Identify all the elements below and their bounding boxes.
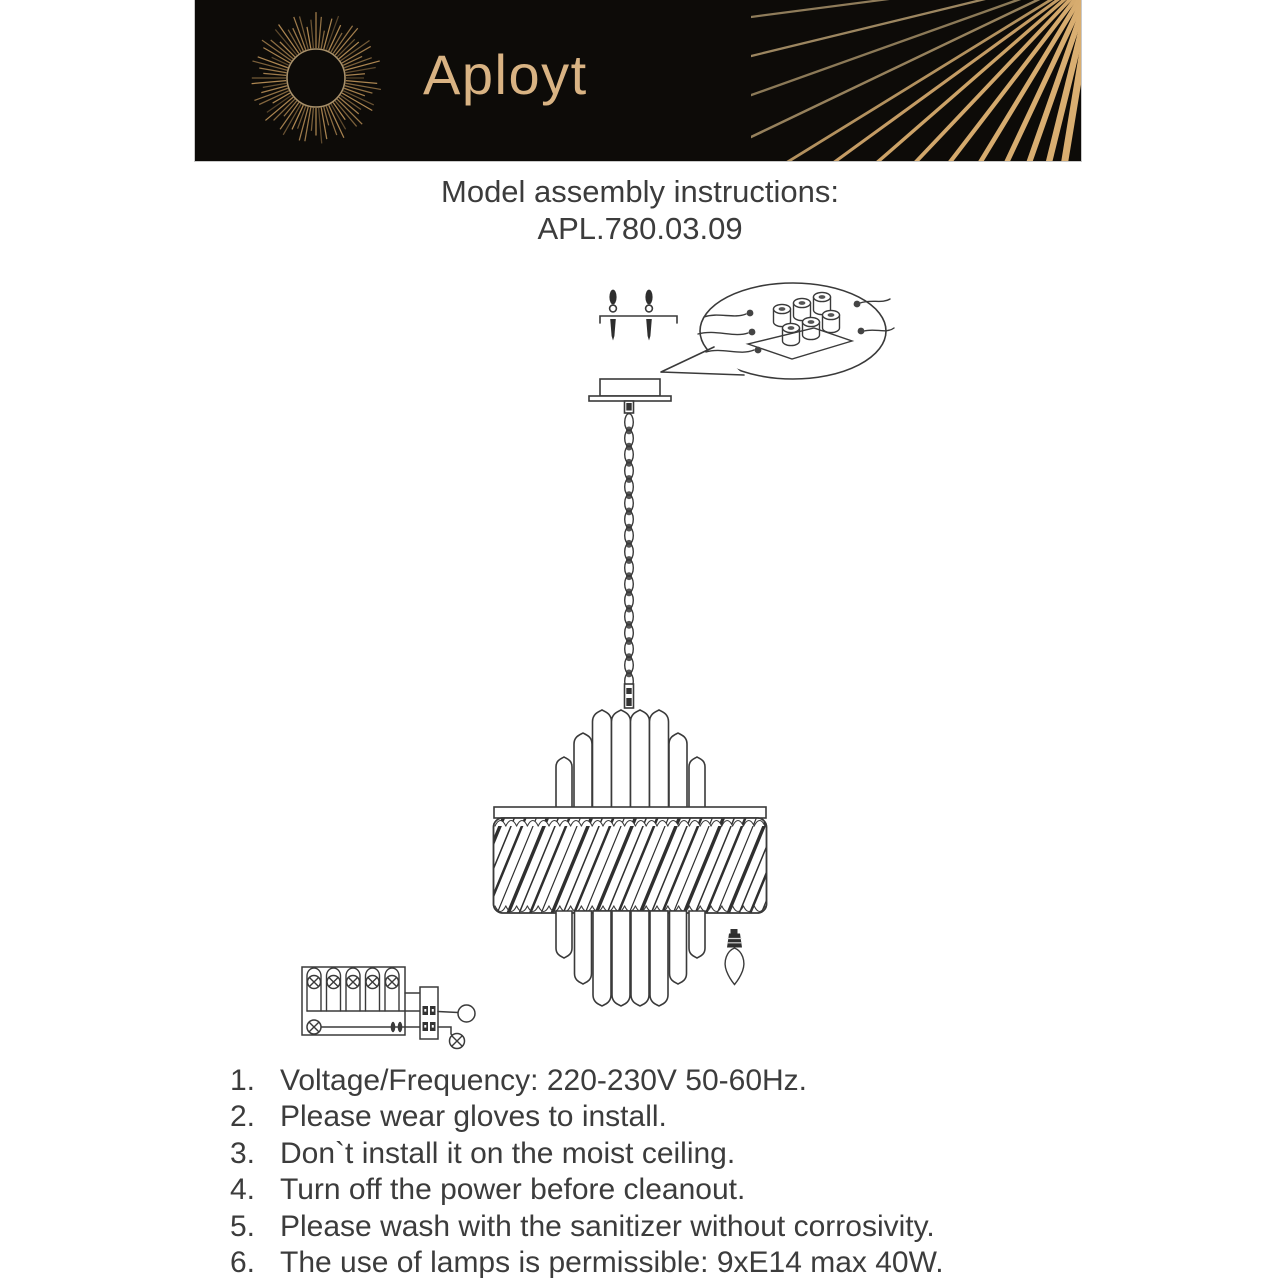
pleated-drum-shade	[452, 814, 813, 916]
list-item	[230, 1172, 944, 1208]
item-text: Voltage/Frequency: 220-230V 50-60Hz.	[280, 1064, 808, 1097]
suspension-chain-icon	[625, 414, 634, 693]
sunburst-logo-icon	[241, 3, 391, 153]
item-number: 3.	[230, 1136, 256, 1170]
list-item	[230, 1209, 944, 1245]
list-item	[230, 1245, 944, 1281]
instructions-list	[230, 1063, 944, 1281]
drum-top-plate	[494, 807, 766, 818]
page-title: Model assembly instructions:	[441, 174, 839, 209]
wiring-diagram	[302, 967, 475, 1049]
item-number: 5.	[230, 1209, 256, 1243]
chandelier-finial	[625, 684, 634, 708]
brand-banner	[194, 0, 1082, 162]
model-number: APL.780.03.09	[537, 211, 743, 246]
mounting-screws-icon	[600, 290, 677, 341]
item-text: Please wash with the sanitizer without corrosivity.	[280, 1209, 935, 1243]
item-number: 6.	[230, 1246, 256, 1280]
corner-rays-icon	[751, 0, 1081, 162]
terminal-block-callout	[661, 283, 894, 379]
item-text: Turn off the power before cleanout.	[280, 1173, 746, 1207]
list-item	[230, 1136, 944, 1172]
brand-name: Aployt	[423, 43, 588, 106]
item-number: 1.	[230, 1064, 256, 1097]
item-text: Please wear gloves to install.	[280, 1100, 667, 1134]
item-number: 2.	[230, 1100, 256, 1134]
title-block	[0, 173, 1280, 247]
list-item	[230, 1063, 944, 1099]
ceiling-canopy-icon	[589, 379, 671, 413]
item-text: The use of lamps is permissible: 9xE14 max 40W.	[280, 1246, 944, 1280]
item-text: Don`t install it on the moist ceiling.	[280, 1136, 736, 1170]
candle-bulb-icon	[725, 929, 744, 985]
upper-crystal-tiers	[556, 710, 705, 812]
lower-crystal-tiers	[556, 911, 705, 1006]
item-number: 4.	[230, 1173, 256, 1207]
list-item	[230, 1099, 944, 1135]
